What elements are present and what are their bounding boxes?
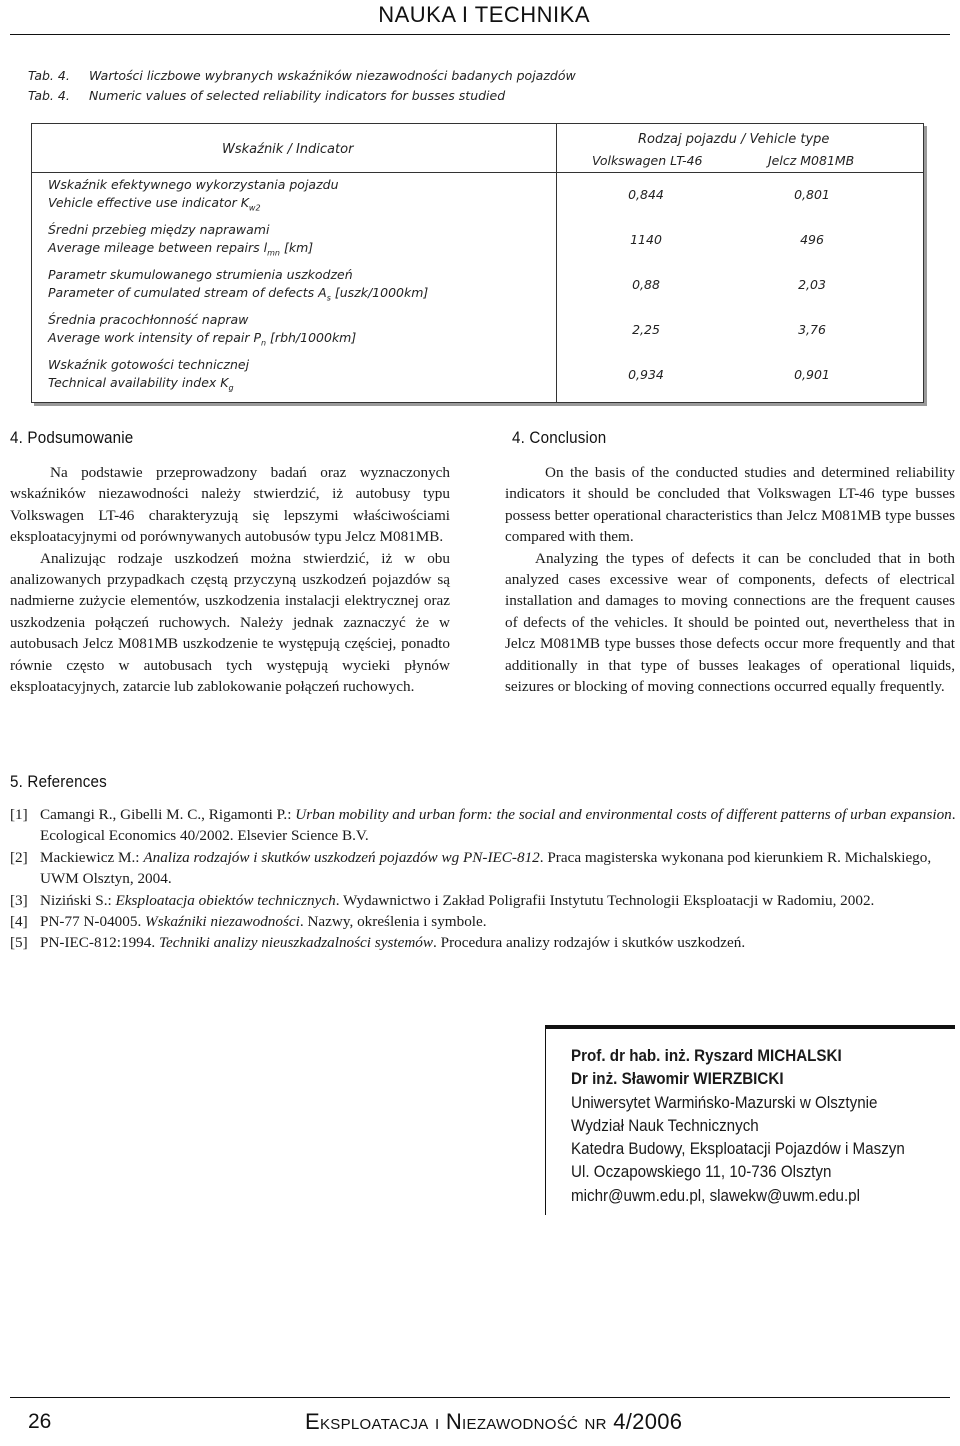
column-header-vw: Volkswagen LT-46 [592, 153, 703, 168]
table-cell-jelcz: 496 [800, 232, 824, 247]
reference-item: [2] Mackiewicz M.: Analiza rodzajów i skutków uszkodzeń pojazdów wg PN-IEC-812. Praca magisterska wykonana pod kierunkiem R. Michalskiego, UWM Olsztyn, 2004. [10, 848, 932, 888]
row-label-pl: Wskaźnik efektywnego wykorzystania pojazdu [48, 177, 339, 192]
table-row-label [48, 176, 339, 218]
reference-item: [1] Camangi R., Gibelli M. C., Rigamonti P.: Urban mobility and urban form: the social and environmental costs of different patterns of urban expansion. Ecological Economics 40/2002. Elsevier Science B.V. [10, 806, 956, 845]
table-cell-jelcz: 3,76 [798, 322, 826, 337]
reference-item: [4] PN-77 N-04005. Wskaźniki niezawodności. Nazwy, określenia i symbole. [10, 913, 487, 931]
author-name: Dr inż. Sławomir WIERZBICKI [571, 1070, 784, 1089]
author-info [571, 1045, 905, 1208]
row-label-pl: Średnia pracochłonność napraw [48, 312, 249, 327]
column-header-jelcz: Jelcz M081MB [768, 153, 855, 168]
table-caption-pl [28, 68, 576, 83]
summary-text-en [505, 462, 955, 697]
author-box-rule [545, 1025, 955, 1029]
table-cell-vw: 0,844 [628, 187, 664, 202]
summary-text-pl [10, 462, 450, 697]
reference-list [10, 804, 956, 954]
caption-label: Tab. 4. [28, 68, 70, 83]
running-header: NAUKA I TECHNIKA [378, 2, 590, 27]
row-label-en: Average work intensity of repair $P_n$ [rbh/1000km] [48, 330, 357, 348]
page-number: 26 [28, 1410, 52, 1433]
paragraph: On the basis of the conducted studies and determined reliability indicators it should be concluded that Volkswagen LT-46 type busses possess better operational characteristics than Jelcz M081MB type busses compared with them. [505, 464, 955, 546]
indicator-header: Wskaźnik / Indicator [222, 142, 354, 157]
table-cell-vw: 0,88 [632, 277, 660, 292]
table-row-label [48, 311, 356, 353]
footer-rule [10, 1397, 950, 1398]
table-cell-jelcz: 0,801 [794, 187, 830, 202]
header-rule [10, 34, 950, 35]
vehicle-type-header: Rodzaj pojazdu / Vehicle type [638, 132, 830, 147]
table-row-label [48, 266, 428, 308]
section-heading-conclusion: 4. Conclusion [512, 429, 607, 447]
affiliation-line: Katedra Budowy, Eksploatacji Pojazdów i Maszyn [571, 1140, 905, 1159]
affiliation-line: Ul. Oczapowskiego 11, 10-736 Olsztyn [571, 1163, 832, 1182]
reference-item: [5] PN-IEC-812:1994. Techniki analizy nieuszkadzalności systemów. Procedura analizy rodzajów i skutków uszkodzeń. [10, 934, 746, 952]
row-label-pl: Średni przebieg między naprawami [48, 222, 270, 237]
row-label-en: Vehicle effective use indicator $K_{w2}$ [48, 195, 261, 213]
reference-item: [3] Niziński S.: Eksploatacja obiektów technicznych. Wydawnictwo i Zakład Poligrafii Instytutu Technologii Eksploatacji w Radomiu, 2002. [10, 891, 875, 909]
row-label-pl: Wskaźnik gotowości technicznej [48, 357, 250, 372]
affiliation-line: Wydział Nauk Technicznych [571, 1116, 759, 1135]
caption-label: Tab. 4. [28, 88, 70, 103]
table-cell-vw: 1140 [630, 232, 662, 247]
table-column-divider [556, 124, 557, 402]
affiliation-line: Uniwersytet Warmińsko-Mazurski w Olsztynie [571, 1093, 878, 1112]
row-label-pl: Parametr skumulowanego strumienia uszkodzeń [48, 267, 353, 282]
table-caption-en [28, 88, 505, 103]
author-name: Prof. dr hab. inż. Ryszard MICHALSKI [571, 1047, 842, 1065]
row-label-en: Parameter of cumulated stream of defects $A_s$ [uszk/1000km] [48, 285, 429, 303]
row-label-en: Average mileage between repairs $l_{mn}$ [km] [48, 240, 314, 258]
paragraph: Na podstawie przeprowadzony badań oraz wyznaczonych wskaźników niezawodności należy stwierdzić, iż autobusy typu Volkswagen LT-46 charakteryzują się lepszymi właściwościami eksploatacyjnymi od porównywanych autobusów typu Jelcz M081MB. [10, 464, 450, 546]
table-header-divider [32, 172, 923, 173]
section-heading-references: 5. References [10, 773, 107, 791]
row-label-en: Technical availability index $K_g$ [48, 375, 234, 393]
table-cell-jelcz: 2,03 [798, 277, 826, 292]
caption-text: Wartości liczbowe wybranych wskaźników niezawodności badanych pojazdów [89, 68, 576, 83]
table-row-label [48, 221, 313, 263]
table-cell-jelcz: 0,901 [794, 367, 830, 382]
caption-text: Numeric values of selected reliability indicators for busses studied [89, 88, 506, 103]
table-cell-vw: 2,25 [632, 322, 660, 337]
table-cell-vw: 0,934 [628, 367, 664, 382]
paragraph: Analyzing the types of defects it can be concluded that in both analyzed cases excessive wear of components, defects of electrical installation and damages to moving connections are the frequent causes of defects of the vehicles. It should be pointed out, nevertheless that in Jelcz M081MB type busses those defects occur more frequently and that additionally in that type of busses leakages of operational liquids, seizures or blocking of moving connections occurred equally frequently. [505, 549, 955, 696]
author-emails: michr@uwm.edu.pl, slawekw@uwm.edu.pl [571, 1186, 860, 1205]
section-heading-podsumowanie: 4. Podsumowanie [10, 429, 134, 447]
author-box-vertical-rule [545, 1025, 546, 1215]
reliability-table [31, 123, 924, 403]
journal-title: Eksploatacja i Niezawodność nr 4/2006 [305, 1409, 683, 1434]
paragraph: Analizując rodzaje uszkodzeń można stwierdzić, iż w obu analizowanych przypadkach częstą przyczyną uszkodzeń pojazdów są nadmierne zużycie elementów, uszkodzenia instalacji elektrycznej oraz uszkodzenia połączeń ruchowych. Należy jednak zaznaczyć że w autobusach Jelcz M081MB uszkodzenie te występują częściej, ponadto równie często w autobusach tych występują wycieki płynów eksploatacyjnych, zatarcie lub zablokowanie połączeń ruchowych. [10, 549, 450, 696]
table-row-label [48, 356, 249, 398]
